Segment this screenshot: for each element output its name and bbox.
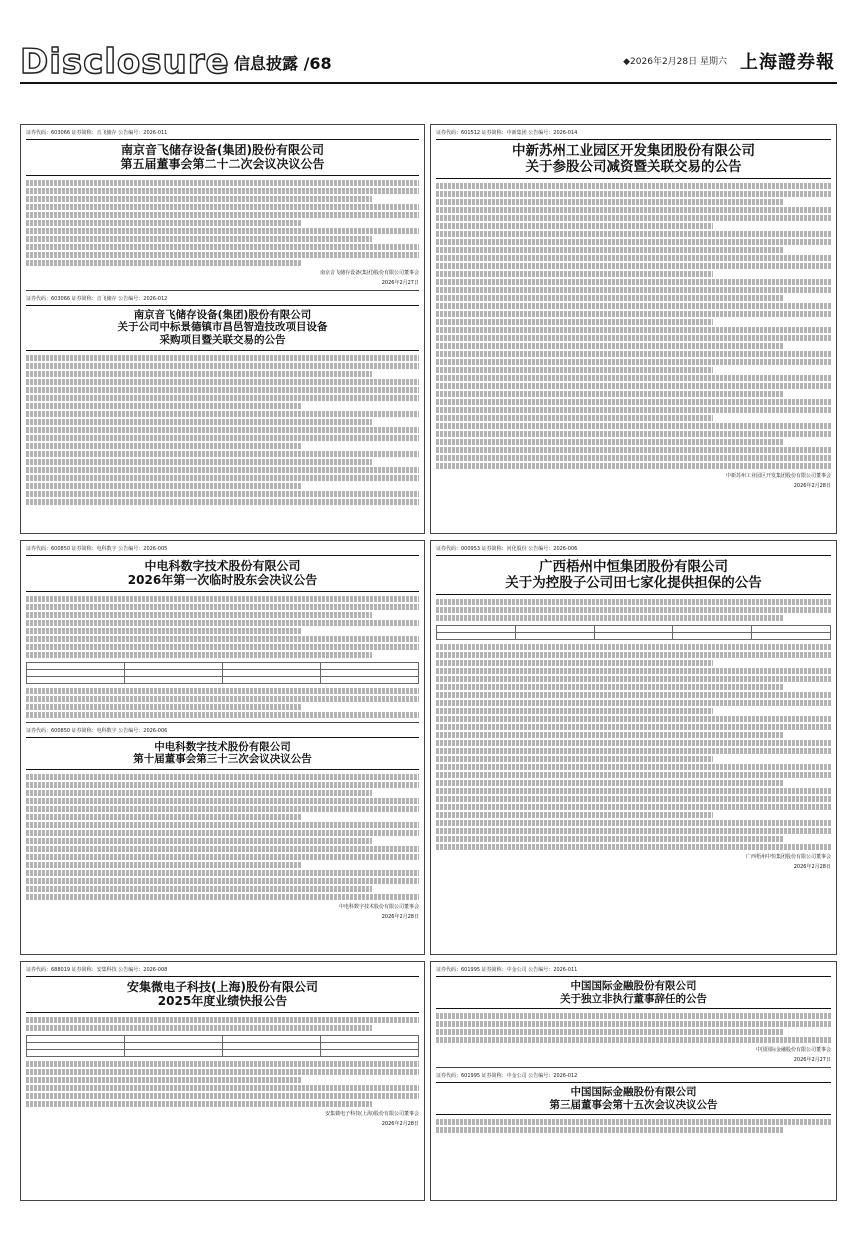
results-table (26, 1035, 419, 1057)
announcement-panel-yinfei (20, 124, 425, 534)
announcement-panel-zhongxin (430, 124, 837, 534)
signature-date: 2026年2月28日 (381, 913, 419, 920)
signature: 安集微电子科技(上海)股份有限公司董事会 (325, 1110, 419, 1117)
masthead (20, 42, 837, 82)
security-codes: 证券代码：600850 证券简称：电科数字 公告编号：2026-005 (26, 546, 168, 552)
announcement-panel-dianke (20, 540, 425, 955)
announcement-title: 中国国际金融股份有限公司 关于独立非执行董事辞任的公告 (560, 980, 707, 1005)
signature: 南京音飞储存设备(集团)股份有限公司董事会 (320, 269, 419, 276)
announcement-title: 中电科数字技术股份有限公司 2026年第一次临时股东会决议公告 (127, 559, 318, 588)
signature: 中新苏州工业园区开发集团股份有限公司董事会 (725, 473, 831, 480)
announcement-title: 安集微电子科技(上海)股份有限公司 2025年度业绩快报公告 (127, 980, 318, 1009)
announcement-title-2: 中电科数字技术股份有限公司 第十届董事会第三十三次会议决议公告 (133, 740, 312, 766)
announcement-title: 南京音飞储存设备(集团)股份有限公司 第五届董事会第二十二次会议决议公告 (120, 143, 325, 172)
announcement-panel-cicc (430, 961, 837, 1201)
vote-table (26, 662, 419, 684)
announcement-panel-zhongheng (430, 540, 837, 955)
signature-date: 2026年2月27日 (381, 279, 419, 286)
signature: 中电科数字技术股份有限公司董事会 (338, 903, 419, 910)
signature: 中国国际金融股份有限公司董事会 (755, 1047, 831, 1054)
security-codes-2: 证券代码：600850 证券简称：电科数字 公告编号：2026-006 (26, 727, 168, 734)
guarantee-table (436, 625, 831, 640)
security-codes-2: 证券代码：601995 证券简称：中金公司 公告编号：2026-012 (436, 1073, 578, 1080)
announcement-title-2: 南京音飞储存设备(集团)股份有限公司 关于公司中标景德镇市昌邑智造技改项目设备 采购项目暨关联交易的公告 (117, 308, 328, 346)
security-codes: 证券代码：603066 证券简称：音飞储存 公告编号：2026-011 (26, 130, 168, 136)
security-codes-2: 证券代码：603066 证券简称：音飞储存 公告编号：2026-012 (26, 295, 168, 302)
announcement-title-2: 中国国际金融股份有限公司 第三届董事会第十五次会议决议公告 (549, 1086, 718, 1111)
signature-date: 2026年2月28日 (793, 864, 831, 871)
security-codes: 证券代码：601512 证券简称：中新集团 公告编号：2026-014 (436, 130, 578, 136)
signature-date: 2026年2月28日 (381, 1120, 419, 1127)
signature-date: 2026年2月28日 (793, 483, 831, 490)
signature-date: 2026年2月27日 (793, 1057, 831, 1064)
security-codes: 证券代码：688019 证券简称：安集科技 公告编号：2026-008 (26, 967, 168, 973)
newspaper-name: 上海證券報 (740, 52, 835, 73)
security-codes: 证券代码：601995 证券简称：中金公司 公告编号：2026-011 (436, 967, 578, 973)
section-title: 信息披露 /68 (234, 54, 332, 73)
signature: 广西梧州中恒集团股份有限公司董事会 (745, 854, 831, 861)
brand-wordmark: Disclosure (20, 42, 230, 82)
announcement-title: 广西梧州中恒集团股份有限公司 关于为控股子公司田七家化提供担保的公告 (505, 559, 762, 592)
header-rule (20, 82, 837, 84)
security-codes: 证券代码：000953 证券简称：河化股份 公告编号：2026-006 (436, 546, 578, 552)
announcement-panel-anji (20, 961, 425, 1201)
announcement-title: 中新苏州工业园区开发集团股份有限公司 关于参股公司减资暨关联交易的公告 (512, 143, 755, 176)
issue-date: ◆2026年2月28日 星期六 (623, 57, 727, 67)
